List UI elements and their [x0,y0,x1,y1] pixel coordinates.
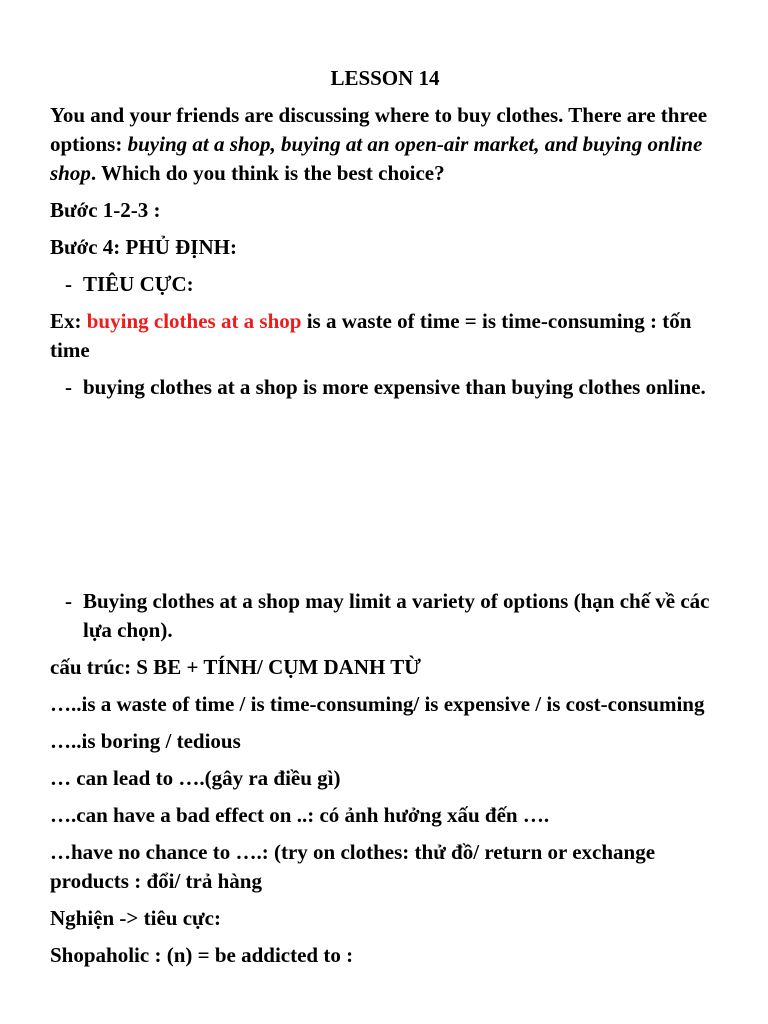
phrase-line: Nghiện -> tiêu cực: [50,906,221,930]
intro-paragraph [50,101,720,188]
structure-line: cấu trúc: S BE + TÍNH/ CỤM DANH TỪ [50,655,421,679]
bullet-item-limit-options [50,587,720,645]
step-1-2-3: Bước 1-2-3 : [50,198,161,222]
negative-header-label: TIÊU CỰC: [83,272,194,296]
phrase-line: ….can have a bad effect on ..: có ảnh hưởng xấu đến …. [50,803,550,827]
bullet-text: buying clothes at a shop is more expensive than buying clothes online. [83,375,706,399]
step-4-heading: Bước 4: PHỦ ĐỊNH: [50,235,237,259]
phrase-line: …have no chance to ….: (try on clothes: thử đồ/ return or exchange products : đổi/ trả hàng [50,840,656,893]
intro-options-italic: buying at a shop, buying at an open-air market, and buying online shop [50,132,703,185]
intro-text-start: You and your friends are discussing where to buy clothes. There are three options: [50,103,708,156]
blank-space [50,410,720,587]
negative-header-item [50,270,720,299]
lesson-title: LESSON 14 [330,66,440,90]
example-highlight: buying clothes at a shop [86,309,302,333]
bullet-dash: - [65,375,72,399]
bullet-dash: - [65,589,72,613]
phrase-line: … can lead to ….(gây ra điều gì) [50,766,341,790]
bullet-text: Buying clothes at a shop may limit a variety of options (hạn chế về các lựa chọn). [83,589,710,642]
bullet-dash: - [65,272,72,296]
intro-text-end: . Which do you think is the best choice? [90,161,445,185]
phrase-line: …..is a waste of time / is time-consuming/ is expensive / is cost-consuming [50,692,705,716]
example-prefix: Ex: [50,309,87,333]
phrase-line: …..is boring / tedious [50,729,241,753]
bullet-item-expensive [50,373,720,402]
document-page [50,64,720,978]
example-rest: is a waste of time = is time-consuming : tốn time [50,309,692,362]
example-line [50,307,720,365]
phrase-line: Shopaholic : (n) = be addicted to : [50,943,354,967]
